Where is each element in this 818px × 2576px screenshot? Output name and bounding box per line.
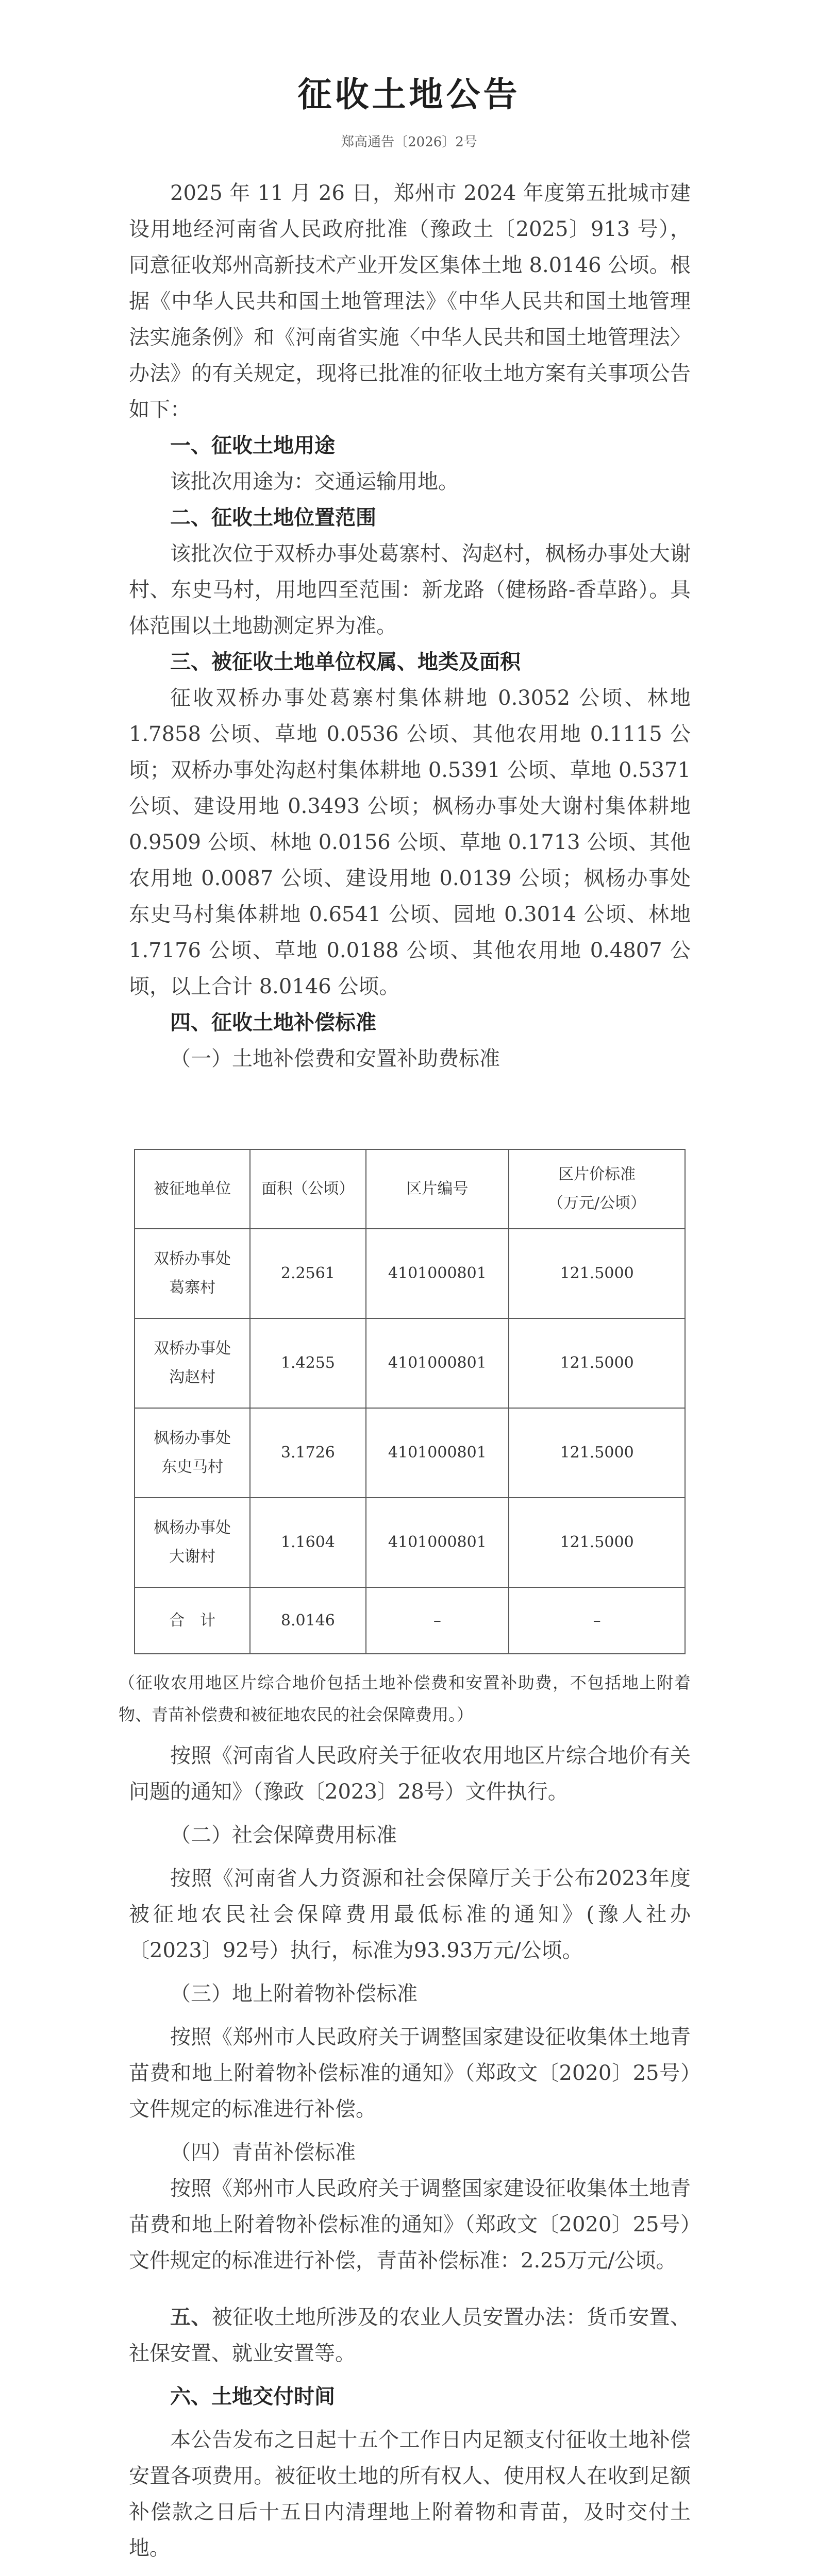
cell-unit [135, 1498, 250, 1587]
cell-unit-line1: 双桥办事处 [154, 1250, 231, 1268]
section-4-sub-1: （一）土地补偿费和安置补助费标准 [170, 1047, 500, 1071]
cell-unit-line2: 东史马村 [161, 1458, 224, 1476]
cell-unit-line1: 枫杨办事处 [154, 1429, 231, 1447]
section-4-sub-2: （二）社会保障费用标准 [170, 1823, 397, 1847]
table-note: （征收农用地区片综合地价包括土地补偿费和安置补助费，不包括地上附着物、青苗补偿费和被征地农民的社会保障费用。） [119, 1673, 691, 1724]
section-3-title: 三、被征收土地单位权属、地类及面积 [170, 650, 521, 674]
page-title: 征收土地公告 [297, 74, 521, 114]
crops-text: 按照《郑州市人民政府关于调整国家建设征收集体土地青苗费和地上附着物补偿标准的通知》（郑政文〔2020〕25号）文件规定的标准进行补偿，青苗补偿标准：2.25万元/公顷。 [129, 2177, 691, 2273]
section-4-sub-4: （四）青苗补偿标准 [170, 2141, 356, 2164]
section-1-title: 一、征收土地用途 [170, 433, 335, 457]
section-4-sub-3: （三）地上附着物补偿标准 [170, 1982, 418, 2006]
section-6-title: 六、土地交付时间 [170, 2384, 335, 2409]
section-1-text: 该批次用途为：交通运输用地。 [170, 470, 459, 494]
section-5-title: 五、 [170, 2305, 212, 2329]
header-price-line1: 区片价标准 [558, 1165, 636, 1183]
cell-code: 4101000801 [366, 1408, 509, 1498]
total-label: 合 计 [135, 1587, 250, 1654]
cell-price: 121.5000 [509, 1498, 685, 1587]
cell-unit-line1: 双桥办事处 [154, 1340, 231, 1358]
total-area: 8.0146 [250, 1587, 365, 1654]
intro-paragraph: 2025 年 11 月 26 日，郑州市 2024 年度第五批城市建设用地经河南省人民政府批准（豫政土〔2025〕913 号），同意征收郑州高新技术产业开发区集体土地 8.0146 公顷。根据《中华人民共和国土地管理法》《中华人民共和国土地管理法实施条例》和《河南省实施〈中华人民共和国土地管理法〉办法》的有关规定，现将已批准的征收土地方案有关事项公告如下： [129, 181, 691, 421]
cell-code: 4101000801 [366, 1318, 509, 1408]
section-4-title: 四、征收土地补偿标准 [170, 1010, 376, 1035]
section-2-text: 该批次位于双桥办事处葛寨村、沟赵村，枫杨办事处大谢村、东史马村，用地四至范围：新龙路（健杨路-香草路）。具体范围以土地勘测定界为准。 [129, 542, 691, 638]
table-row [135, 1498, 685, 1587]
section-2-title: 二、征收土地位置范围 [170, 505, 376, 530]
header-code: 区片编号 [366, 1149, 509, 1229]
cell-unit [135, 1408, 250, 1498]
section-6-text: 本公告发布之日起十五个工作日内足额支付征收土地补偿安置各项费用。被征收土地的所有权人、使用权人在收到足额补偿款之日后十五日内清理地上附着物和青苗，及时交付土地。 [129, 2428, 691, 2560]
social-security-text: 按照《河南省人力资源和社会保障厅关于公布2023年度被征地农民社会保障费用最低标准的通知》(豫人社办〔2023〕92号）执行，标准为93.93万元/公顷。 [129, 1867, 691, 1962]
cell-area: 3.1726 [250, 1408, 365, 1498]
cell-code: 4101000801 [366, 1498, 509, 1587]
cell-unit-line2: 葛寨村 [169, 1279, 216, 1297]
total-price: – [509, 1587, 685, 1654]
section-5-text: 被征收土地所涉及的农业人员安置办法：货币安置、社保安置、就业安置等。 [129, 2306, 691, 2365]
cell-area: 1.4255 [250, 1318, 365, 1408]
table-header-row [135, 1149, 685, 1229]
cell-area: 2.2561 [250, 1229, 365, 1318]
cell-unit-line2: 沟赵村 [169, 1368, 216, 1386]
header-area: 面积（公顷） [250, 1149, 365, 1229]
attachments-text: 按照《郑州市人民政府关于调整国家建设征收集体土地青苗费和地上附着物补偿标准的通知》（郑政文〔2020〕25号）文件规定的标准进行补偿。 [129, 2025, 691, 2121]
cell-unit [135, 1229, 250, 1318]
cell-price: 121.5000 [509, 1229, 685, 1318]
cell-unit-line2: 大谢村 [169, 1548, 216, 1566]
section-5 [129, 2299, 691, 2371]
table-row [135, 1408, 685, 1498]
total-code: – [366, 1587, 509, 1654]
cell-price: 121.5000 [509, 1408, 685, 1498]
cell-unit [135, 1318, 250, 1408]
cell-area: 1.1604 [250, 1498, 365, 1587]
section-3-text: 征收双桥办事处葛寨村集体耕地 0.3052 公顷、林地 1.7858 公顷、草地 0.0536 公顷、其他农用地 0.1115 公顷；双桥办事处沟赵村集体耕地 0.5391 公顷、草地 0.5371 公顷、建设用地 0.3493 公顷；枫杨办事处大谢村集体耕地 0.9509 公顷、林地 0.0156 公顷、草地 0.1713 公顷、其他农用地 0.0087 公顷、建设用地 0.0139 公顷；枫杨办事处东史马村集体耕地 0.6541 公顷、园地 0.3014 公顷、林地 1.7176 公顷、草地 0.0188 公顷、其他农用地 0.4807 公顷，以上合计 8.0146 公顷。 [129, 686, 691, 998]
table-row [135, 1318, 685, 1408]
document-number: 郑高通告〔2026〕2号 [341, 134, 477, 150]
table-total-row [135, 1587, 685, 1654]
cell-unit-line1: 枫杨办事处 [154, 1519, 231, 1537]
header-unit: 被征地单位 [135, 1149, 250, 1229]
header-price-line2: （万元/公顷） [548, 1194, 646, 1212]
land-price-basis: 按照《河南省人民政府关于征收农用地区片综合地价有关问题的通知》（豫政〔2023〕28号）文件执行。 [129, 1744, 691, 1804]
cell-code: 4101000801 [366, 1229, 509, 1318]
table-row [135, 1229, 685, 1318]
compensation-table [134, 1149, 686, 1654]
announcement-body [119, 175, 691, 2576]
cell-price: 121.5000 [509, 1318, 685, 1408]
header-price [509, 1149, 685, 1229]
